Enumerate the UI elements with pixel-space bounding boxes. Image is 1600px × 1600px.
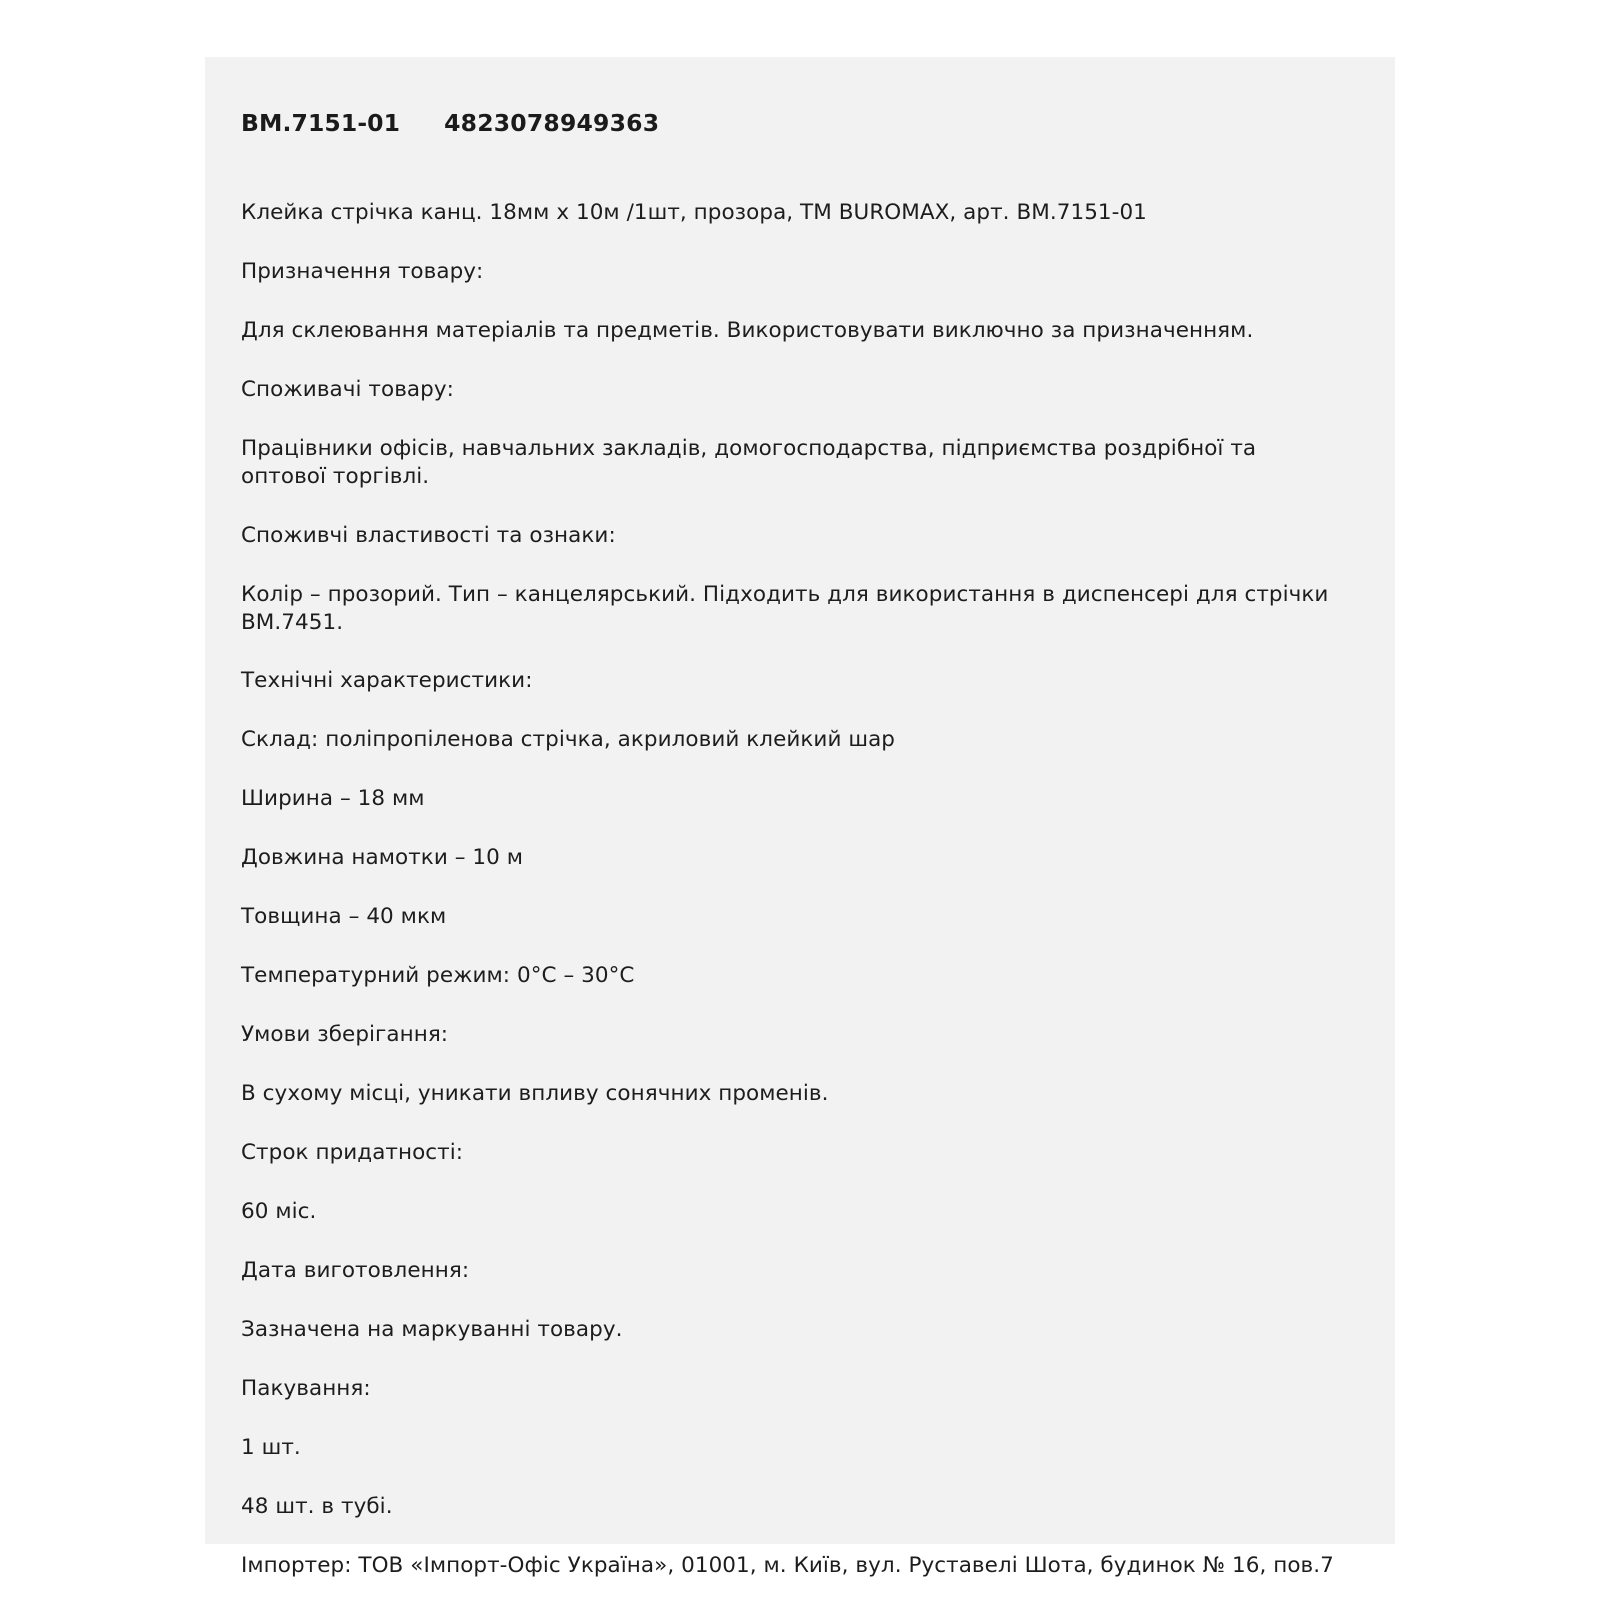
paragraph-storage-text: В сухому місці, уникати впливу сонячних променів. <box>241 1081 829 1106</box>
document-page <box>205 57 1395 1578</box>
paragraph-shelf-life-heading: Строк придатності: <box>241 1139 464 1165</box>
paragraph-purpose-text: Для склеювання матеріалів та предметів. Використовувати виключно за призначенням. <box>241 317 1254 343</box>
document-body <box>241 199 1340 1579</box>
paragraph-manufacture-date-value: Зазначена на маркуванні товару. <box>241 1316 623 1342</box>
paragraph-specs-heading: Технічні характеристики: <box>241 668 533 694</box>
paragraph-consumers-heading: Споживачі товару: <box>241 376 454 402</box>
paragraph-storage-heading: Умови зберігання: <box>241 1022 449 1048</box>
paragraph-composition: Склад: поліпропіленова стрічка, акриловий клейкий шар <box>241 727 896 753</box>
paragraph-packaging-heading: Пакування: <box>241 1375 371 1401</box>
paragraph-length: Довжина намотки – 10 м <box>241 845 524 871</box>
paragraph-properties-heading: Споживчі властивості та ознаки: <box>241 522 616 548</box>
paragraph-importer: Імпортер: ТОВ «Імпорт-Офіс Україна», 01001, м. Київ, вул. Руставелі Шота, будинок № 16, пов.7 <box>241 1552 1334 1578</box>
product-barcode: 4823078949363 <box>444 109 660 137</box>
paragraph-purpose-heading: Призначення товару: <box>241 258 484 284</box>
paragraph-thickness: Товщина – 40 мкм <box>241 904 447 930</box>
document-header <box>241 109 1340 137</box>
paragraph-width: Ширина – 18 мм <box>241 786 425 812</box>
paragraph-temperature: Температурний режим: 0°С – 30°С <box>241 963 635 989</box>
paragraph-packaging-tube: 48 шт. в тубі. <box>241 1493 393 1519</box>
product-sku: BM.7151-01 <box>241 109 401 137</box>
paragraph-product-title: Клейка стрічка канц. 18мм х 10м /1шт, прозора, ТМ BUROMAX, арт. BM.7151-01 <box>241 200 1147 225</box>
paragraph-packaging-unit: 1 шт. <box>241 1434 301 1460</box>
paragraph-properties-text: Колір – прозорий. Тип – канцелярський. Підходить для використання в диспенсері для стрічки BM.7451. <box>241 581 1329 635</box>
paragraph-shelf-life-value: 60 міс. <box>241 1198 317 1224</box>
paragraph-manufacture-date-heading: Дата виготовлення: <box>241 1257 470 1283</box>
paragraph-consumers-text: Працівники офісів, навчальних закладів, домогосподарства, підприємства роздрібної та оптової торгівлі. <box>241 435 1257 489</box>
